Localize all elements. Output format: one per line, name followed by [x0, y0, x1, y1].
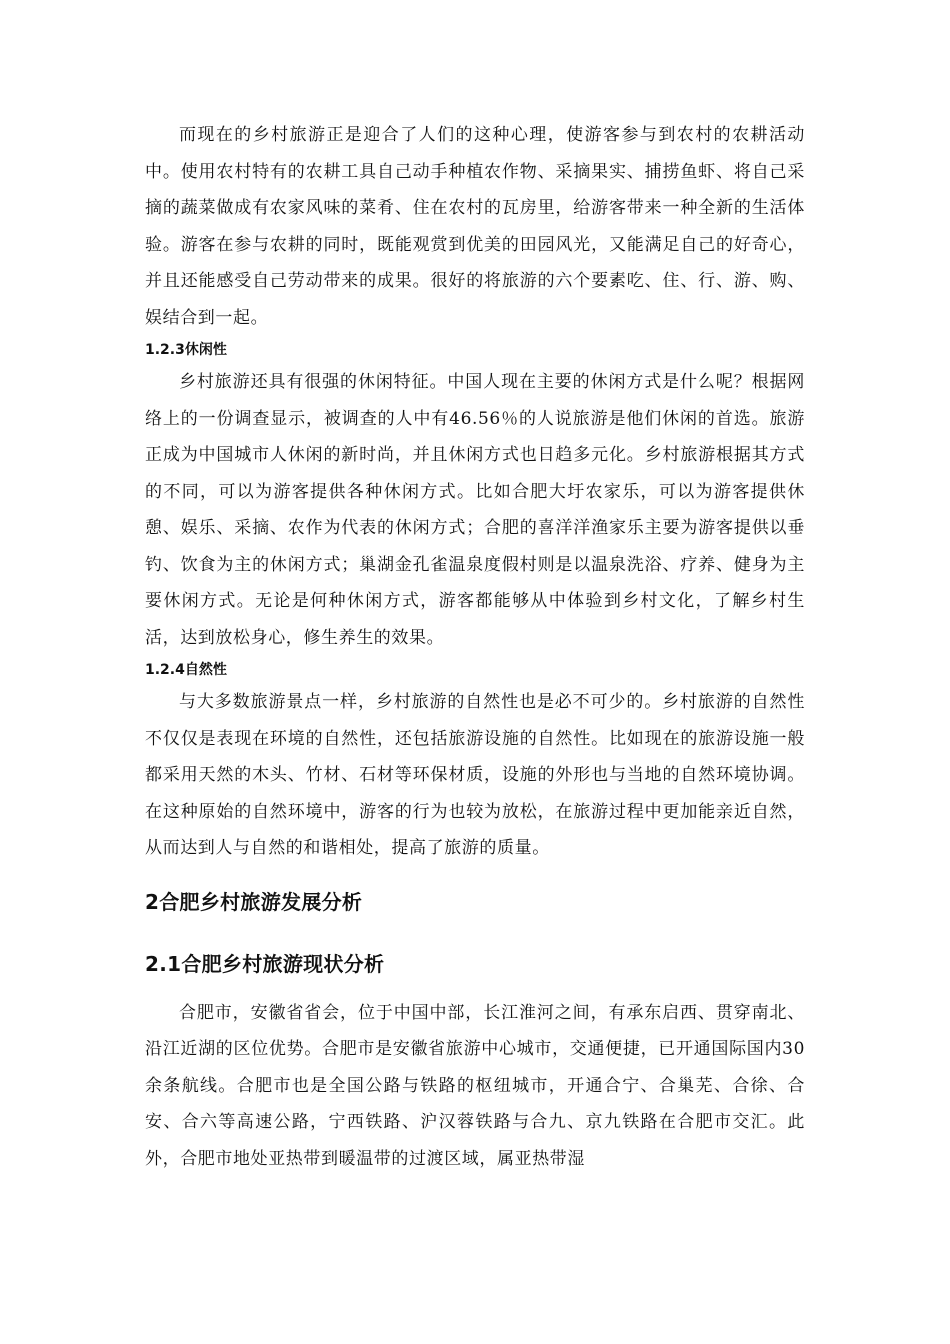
section-heading: 2.1合肥乡村旅游现状分析	[145, 951, 385, 976]
subheading-naturalness: 1.2.4自然性	[145, 662, 227, 678]
paragraph-naturalness: 与大多数旅游景点一样，乡村旅游的自然性也是必不可少的。乡村旅游的自然性不仅仅是表现在环境的自然性，还包括旅游设施的自然性。比如现在的旅游设施一般都采用天然的木头、竹材、石材等环保材质，设施的外形也与当地的自然环境协调。在这种原始的自然环境中，游客的行为也较为放松，在旅游过程中更加能亲近自然，从而达到人与自然的和谐相处，提高了旅游的质量。	[145, 692, 805, 858]
paragraph-leisure: 乡村旅游还具有很强的休闲特征。中国人现在主要的休闲方式是什么呢？根据网络上的一份调查显示，被调查的人中有46.56％的人说旅游是他们休闲的首选。旅游正成为中国城市人休闲的新时尚，并且休闲方式也日趋多元化。乡村旅游根据其方式的不同，可以为游客提供各种休闲方式。比如合肥大圩农家乐，可以为游客提供休憩、娱乐、采摘、农作为代表的休闲方式；合肥的喜洋洋渔家乐主要为游客提供以垂钓、饮食为主的休闲方式；巢湖金孔雀温泉度假村则是以温泉洗浴、疗养、健身为主要休闲方式。无论是何种休闲方式，游客都能够从中体验到乡村文化，了解乡村生活，达到放松身心，修生养生的效果。	[145, 372, 805, 648]
document-body	[145, 117, 805, 1177]
paragraph-participation: 而现在的乡村旅游正是迎合了人们的这种心理，使游客参与到农村的农耕活动中。使用农村特有的农耕工具自己动手种植农作物、采摘果实、捕捞鱼虾、将自己采摘的蔬菜做成有农家风味的菜肴、住在农村的瓦房里，给游客带来一种全新的生活体验。游客在参与农耕的同时，既能观赏到优美的田园风光，又能满足自己的好奇心，并且还能感受自己劳动带来的成果。很好的将旅游的六个要素吃、住、行、游、购、娱结合到一起。	[145, 125, 805, 328]
subheading-leisure: 1.2.3休闲性	[145, 342, 227, 358]
chapter-heading: 2合肥乡村旅游发展分析	[145, 889, 363, 914]
paragraph-hefei-overview: 合肥市，安徽省省会，位于中国中部，长江淮河之间，有承东启西、贯穿南北、沿江近湖的区位优势。合肥市是安徽省旅游中心城市，交通便捷，已开通国际国内30余条航线。合肥市也是全国公路与铁路的枢纽城市，开通合宁、合巢芜、合徐、合安、合六等高速公路，宁西铁路、沪汉蓉铁路与合九、京九铁路在合肥市交汇。此外，合肥市地处亚热带到暖温带的过渡区域，属亚热带湿	[145, 1002, 805, 1169]
